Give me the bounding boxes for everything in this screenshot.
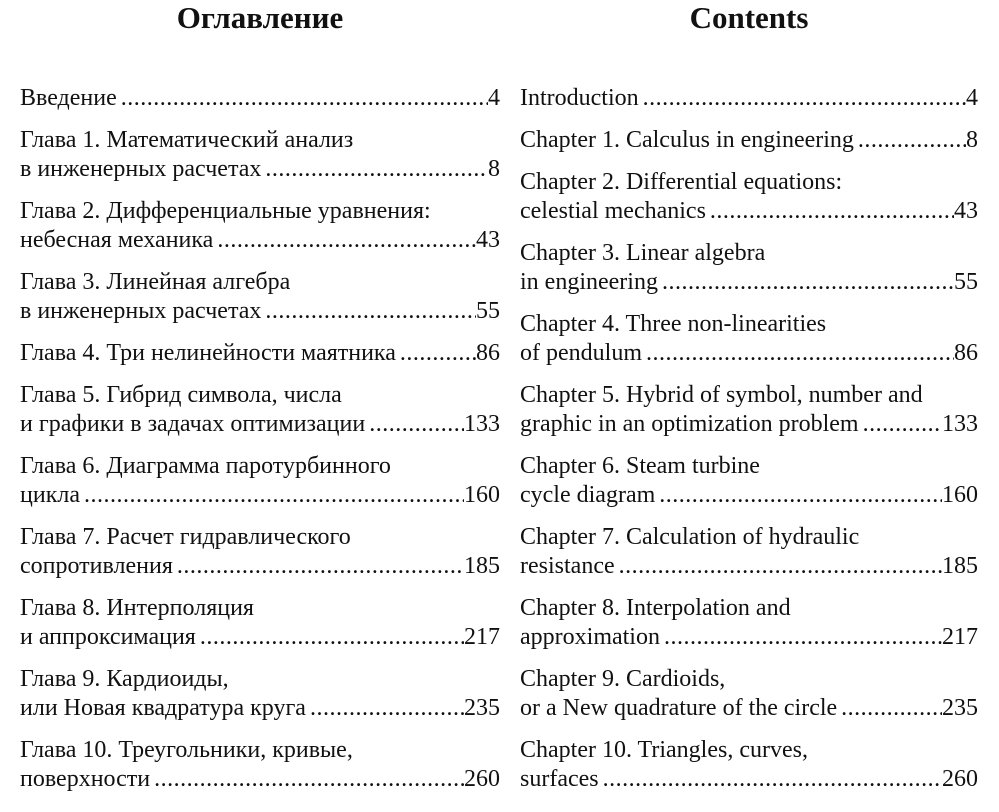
toc-entry-page-number: 8	[966, 127, 978, 153]
dot-leader	[599, 765, 942, 794]
dot-leader	[196, 623, 464, 652]
toc-entry	[20, 665, 500, 723]
toc-entry-leader-line	[20, 694, 500, 723]
toc-entry	[520, 594, 978, 652]
english-heading: Contents	[689, 0, 809, 35]
toc-entry	[20, 594, 500, 652]
toc-entry-title-line: Глава 2. Дифференциальные уравнения:	[20, 198, 431, 224]
toc-entry-leader-line	[20, 765, 500, 794]
toc-entry-title-line: или Новая квадратура круга	[20, 695, 306, 721]
toc-entry-title-line: сопротивления	[20, 553, 173, 579]
toc-entry-title-line: approximation	[520, 624, 660, 650]
dot-leader	[80, 481, 464, 510]
toc-entry-title-line: resistance	[520, 553, 615, 579]
toc-entry-title-line: и аппроксимация	[20, 624, 196, 650]
toc-entry-page-number: 8	[488, 156, 500, 182]
toc-entry-title-line: in engineering	[520, 269, 658, 295]
toc-entry-leader-line	[520, 410, 978, 439]
russian-heading: Оглавление	[176, 0, 344, 35]
toc-entry-title-line: Глава 8. Интерполяция	[20, 595, 254, 621]
toc-entry	[20, 452, 500, 510]
toc-entry-page-number: 185	[942, 553, 978, 579]
toc-entry-title-line: Chapter 8. Interpolation and	[520, 595, 791, 621]
toc-entry	[20, 339, 500, 368]
toc-entry-page-number: 217	[942, 624, 978, 650]
russian-entry-list	[20, 84, 500, 807]
toc-entry	[520, 665, 978, 723]
toc-entry-title-line: Глава 4. Три нелинейности маятника	[20, 340, 396, 366]
toc-entry-page-number: 133	[942, 411, 978, 437]
toc-entry-title-line: Chapter 4. Three non-linearities	[520, 311, 827, 337]
toc-entry-title-line: поверхности	[20, 766, 151, 792]
toc-entry-leader-line	[520, 126, 978, 155]
toc-entry-page-number: 260	[464, 766, 500, 792]
toc-entry-page-number: 86	[954, 340, 978, 366]
dot-leader	[859, 410, 942, 439]
toc-entry-title-line: Introduction	[520, 85, 639, 111]
dot-leader	[306, 694, 464, 723]
english-entry-list	[520, 84, 978, 807]
toc-entry-title-line: cycle diagram	[520, 482, 656, 508]
toc-entry	[20, 523, 500, 581]
toc-entry-page-number: 217	[464, 624, 500, 650]
toc-entry-title-line: Глава 10. Треугольники, кривые,	[20, 737, 353, 763]
toc-entry-page-number: 133	[464, 411, 500, 437]
toc-entry	[520, 168, 978, 226]
toc-entry-title-line: небесная механика	[20, 227, 214, 253]
toc-entry-title-line: graphic in an optimization problem	[520, 411, 859, 437]
toc-entry-page-number: 86	[476, 340, 500, 366]
toc-entry-title-line: surfaces	[520, 766, 599, 792]
toc-entry-leader-line	[520, 552, 978, 581]
toc-entry-leader-line	[20, 339, 500, 368]
toc-entry-leader-line	[20, 623, 500, 652]
toc-entry-page-number: 4	[966, 85, 978, 111]
dot-leader	[854, 126, 966, 155]
toc-entry-title-line: в инженерных расчетах	[20, 298, 262, 324]
toc-entry-title-line: Глава 6. Диаграмма паротурбинного	[20, 453, 391, 479]
toc-entry-leader-line	[520, 84, 978, 113]
toc-entry-title-line: Chapter 3. Linear algebra	[520, 240, 766, 266]
toc-entry-leader-line	[520, 197, 978, 226]
toc-entry-page-number: 4	[488, 85, 500, 111]
toc-entry	[20, 268, 500, 326]
dot-leader	[837, 694, 942, 723]
toc-entry-title-line: Глава 9. Кардиоиды,	[20, 666, 229, 692]
toc-entry	[520, 126, 978, 155]
toc-entry-title-line: Chapter 10. Triangles, curves,	[520, 737, 808, 763]
toc-entry-page-number: 235	[464, 695, 500, 721]
dot-leader	[706, 197, 954, 226]
toc-entry-page-number: 160	[464, 482, 500, 508]
toc-entry	[520, 523, 978, 581]
toc-entry-leader-line	[20, 297, 500, 326]
toc-entry	[520, 310, 978, 368]
toc-entry-page-number: 160	[942, 482, 978, 508]
toc-entry-leader-line	[20, 155, 500, 184]
toc-entry-title-line: of pendulum	[520, 340, 642, 366]
toc-entry	[20, 126, 500, 184]
dot-leader	[173, 552, 464, 581]
toc-entry-title-line: Глава 1. Математический анализ	[20, 127, 354, 153]
toc-entry-page-number: 55	[954, 269, 978, 295]
toc-entry-title-line: Chapter 7. Calculation of hydraulic	[520, 524, 860, 550]
toc-entry	[520, 84, 978, 113]
toc-entry-leader-line	[20, 410, 500, 439]
dot-leader	[660, 623, 942, 652]
dot-leader	[150, 765, 464, 794]
toc-entry-leader-line	[20, 481, 500, 510]
toc-entry-title-line: Введение	[20, 85, 117, 111]
toc-entry-leader-line	[20, 552, 500, 581]
dot-leader	[261, 297, 476, 326]
dot-leader	[642, 339, 954, 368]
toc-entry	[20, 736, 500, 794]
toc-entry-title-line: в инженерных расчетах	[20, 156, 262, 182]
dot-leader	[639, 84, 966, 113]
toc-entry-title-line: Chapter 9. Cardioids,	[520, 666, 726, 692]
toc-entry-title-line: Chapter 6. Steam turbine	[520, 453, 760, 479]
toc-entry	[520, 239, 978, 297]
toc-entry-page-number: 185	[464, 553, 500, 579]
toc-entry	[520, 381, 978, 439]
toc-entry-leader-line	[520, 481, 978, 510]
toc-entry-title-line: celestial mechanics	[520, 198, 706, 224]
dot-leader	[261, 155, 488, 184]
toc-entry-page-number: 260	[942, 766, 978, 792]
toc-entry-leader-line	[20, 84, 500, 113]
toc-entry	[520, 452, 978, 510]
dot-leader	[213, 226, 476, 255]
toc-entry-page-number: 43	[954, 198, 978, 224]
toc-entry-title-line: и графики в задачах оптимизации	[20, 411, 366, 437]
dot-leader	[117, 84, 488, 113]
toc-entry-title-line: Chapter 1. Calculus in engineering	[520, 127, 854, 153]
toc-entry-page-number: 235	[942, 695, 978, 721]
toc-entry	[20, 381, 500, 439]
dot-leader	[658, 268, 954, 297]
toc-entry-leader-line	[520, 268, 978, 297]
toc-entry-leader-line	[520, 765, 978, 794]
dot-leader	[615, 552, 942, 581]
toc-entry-title-line: цикла	[20, 482, 80, 508]
toc-entry	[20, 197, 500, 255]
dot-leader	[396, 339, 476, 368]
toc-entry-title-line: Chapter 2. Differential equations:	[520, 169, 843, 195]
toc-entry-title-line: Chapter 5. Hybrid of symbol, number and	[520, 382, 923, 408]
toc-entry-leader-line	[520, 623, 978, 652]
toc-entry-title-line: Глава 3. Линейная алгебра	[20, 269, 291, 295]
dot-leader	[655, 481, 942, 510]
toc-entry-leader-line	[520, 694, 978, 723]
toc-entry-leader-line	[20, 226, 500, 255]
toc-entry-page-number: 55	[476, 298, 500, 324]
toc-entry	[20, 84, 500, 113]
toc-entry-page-number: 43	[476, 227, 500, 253]
dot-leader	[365, 410, 464, 439]
toc-entry-title-line: or a New quadrature of the circle	[520, 695, 838, 721]
toc-entry	[520, 736, 978, 794]
toc-entry-title-line: Глава 7. Расчет гидравлического	[20, 524, 351, 550]
toc-entry-leader-line	[520, 339, 978, 368]
toc-entry-title-line: Глава 5. Гибрид символа, числа	[20, 382, 342, 408]
